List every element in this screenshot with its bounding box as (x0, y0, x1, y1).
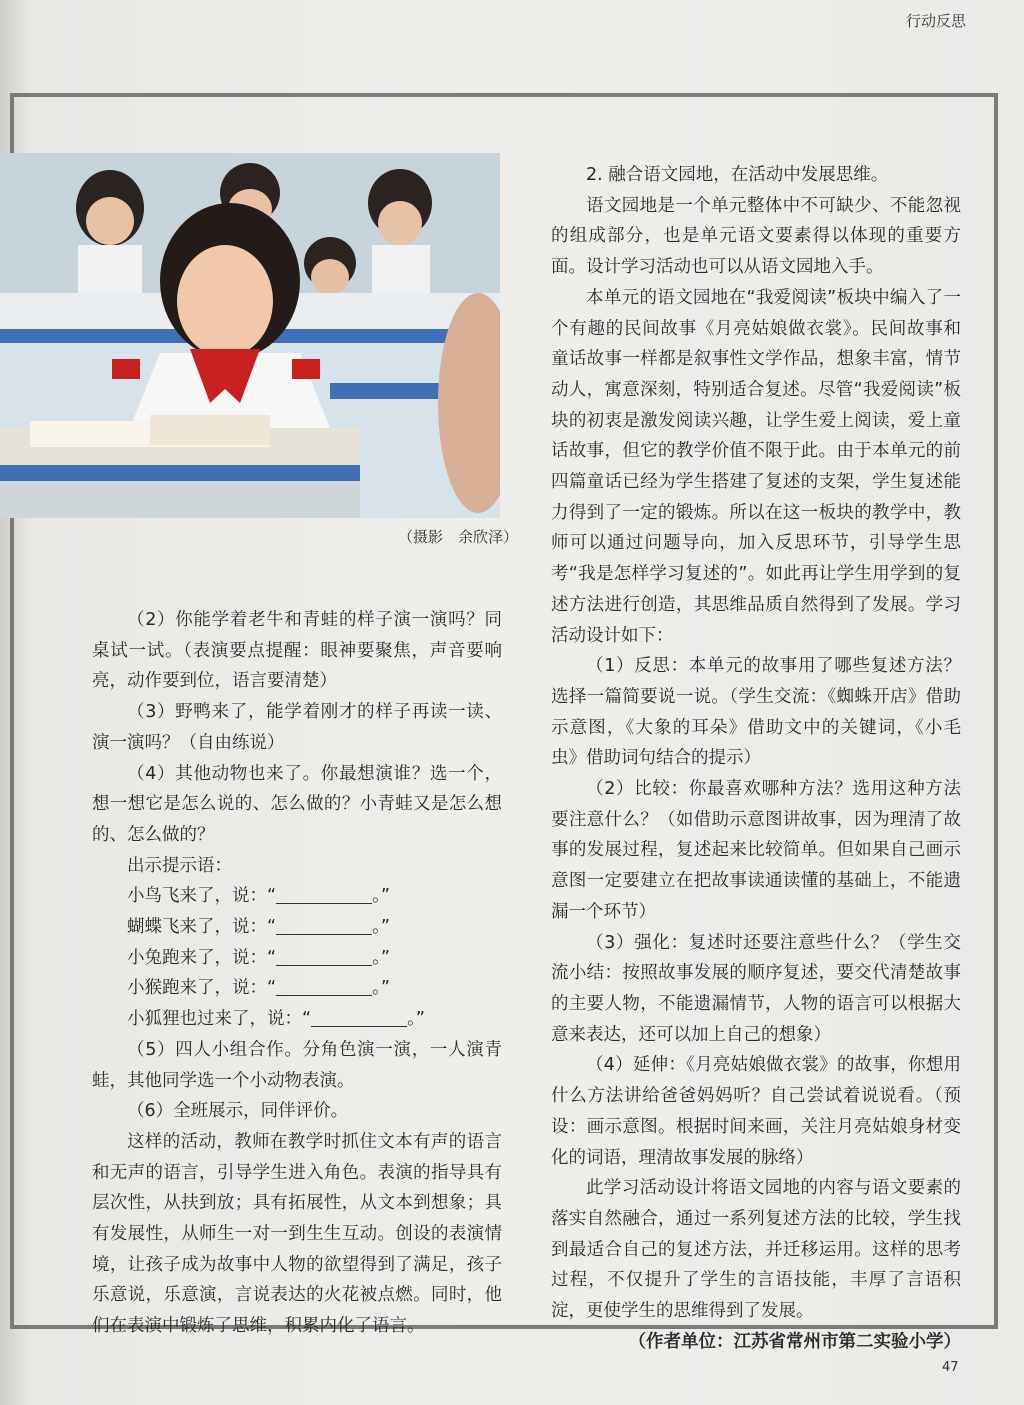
paragraph: （2）你能学着老牛和青蛙的样子演一演吗？同桌试一试。（表演要点提醒：眼神要聚焦，声音要响亮，动作要到位，语言要清楚） (92, 610, 502, 692)
left-column (92, 605, 502, 1342)
paragraph: （5）四人小组合作。分角色演一演，一人演青蛙，其他同学选一个小动物表演。 (92, 1039, 502, 1091)
paragraph: 这样的活动，教师在教学时抓住文本有声的语言和无声的语言，引导学生进入角色。表演的指导具有层次性，从扶到放；具有拓展性，从文本到想象；具有发展性，从师生一对一到生生互动。创设的表演情境，让孩子成为故事中人物的欲望得到了满足，孩子乐意说，乐意演，言说表达的火花被点燃。同时，他们在表演中锻炼了思维，积累内化了语言。 (92, 1131, 502, 1337)
paragraph: 语文园地是一个单元整体中不可缺少、不能忽视的组成部分，也是单元语文要素得以体现的重要方面。设计学习活动也可以从语文园地入手。 (551, 195, 961, 278)
section-heading: 2. 融合语文园地，在活动中发展思维。 (586, 165, 889, 185)
right-column (551, 160, 961, 1357)
prompt-line: 小兔跑来了，说：“ 。” (127, 947, 390, 968)
photo-caption: （摄影 余欣泽） (398, 528, 519, 546)
paragraph: （1）反思：本单元的故事用了哪些复述方法？选择一篇简要说一说。（学生交流：《蜘蛛开店》借助示意图，《大象的耳朵》借助文中的关键词，《小毛虫》借助词句结合的提示） (551, 656, 961, 769)
paragraph: （6）全班展示，同伴评价。 (127, 1101, 349, 1122)
classroom-illustration (0, 153, 500, 518)
prompt-line: 小狐狸也过来了，说：“ 。” (127, 1009, 425, 1030)
prompt-line: 蝴蝶飞来了，说：“ 。” (127, 917, 390, 938)
author-affiliation: （作者单位：江苏省常州市第二实验小学） (628, 1331, 961, 1352)
page-number: 47 (942, 1360, 959, 1375)
paragraph: （2）比较：你最喜欢哪种方法？选用这种方法要注意什么？（如借助示意图讲故事，因为理清了故事的发展过程，复述起来比较简单。但如果自己画示意图一定要建立在把故事读通读懂的基础上，不能遗漏一个环节） (551, 779, 961, 922)
paragraph: （4）延伸：《月亮姑娘做衣裳》的故事，你想用什么方法讲给爸爸妈妈听？自己尝试着说说看。（预设：画示意图。根据时间来画，关注月亮姑娘身材变化的词语，理清故事发展的脉络） (551, 1055, 961, 1168)
paragraph: （4）其他动物也来了。你最想演谁？选一个，想一想它是怎么说的、怎么做的？小青蛙又是怎么想的、怎么做的？ (92, 763, 502, 845)
prompt-line: 小鸟飞来了，说：“ 。” (127, 886, 390, 907)
section-header: 行动反思 (905, 12, 966, 30)
paragraph: （3）强化：复述时还要注意些什么？（学生交流小结：按照故事发展的顺序复述，要交代清楚故事的主要人物，不能遗漏情节，人物的语言可以根据大意来表达，还可以加上自己的想象） (551, 932, 961, 1045)
paragraph: （3）野鸭来了，能学着刚才的样子再读一读、演一演吗？（自由练说） (92, 702, 502, 753)
classroom-photo (0, 153, 500, 518)
paragraph: 本单元的语文园地在“我爱阅读”板块中编入了一个有趣的民间故事《月亮姑娘做衣裳》。民间故事和童话故事一样都是叙事性文学作品，想象丰富，情节动人，寓意深刻，特别适合复述。尽管“我爱阅读”板块的初衷是激发阅读兴趣，让学生爱上阅读，爱上童话故事，但它的教学价值不限于此。由于本单元的前四篇童话已经为学生搭建了复述的支架，学生复述能力得到了一定的锻炼。所以在这一板块的教学中，教师可以通过问题导向，加入反思环节，引导学生思考“我是怎样学习复述的”。如此再让学生用学到的复述方法进行创造，其思维品质自然得到了发展。学习活动设计如下： (551, 287, 961, 646)
prompt-line: 小猴跑来了，说：“ 。” (127, 978, 390, 999)
prompt-title: 出示提示语： (127, 855, 232, 876)
paragraph: 此学习活动设计将语文园地的内容与语文要素的落实自然融合，通过一系列复述方法的比较，学生找到最适合自己的复述方法，并迁移运用。这样的思考过程，不仅提升了学生的言语技能，丰厚了言语积淀，更使学生的思维得到了发展。 (551, 1178, 961, 1322)
